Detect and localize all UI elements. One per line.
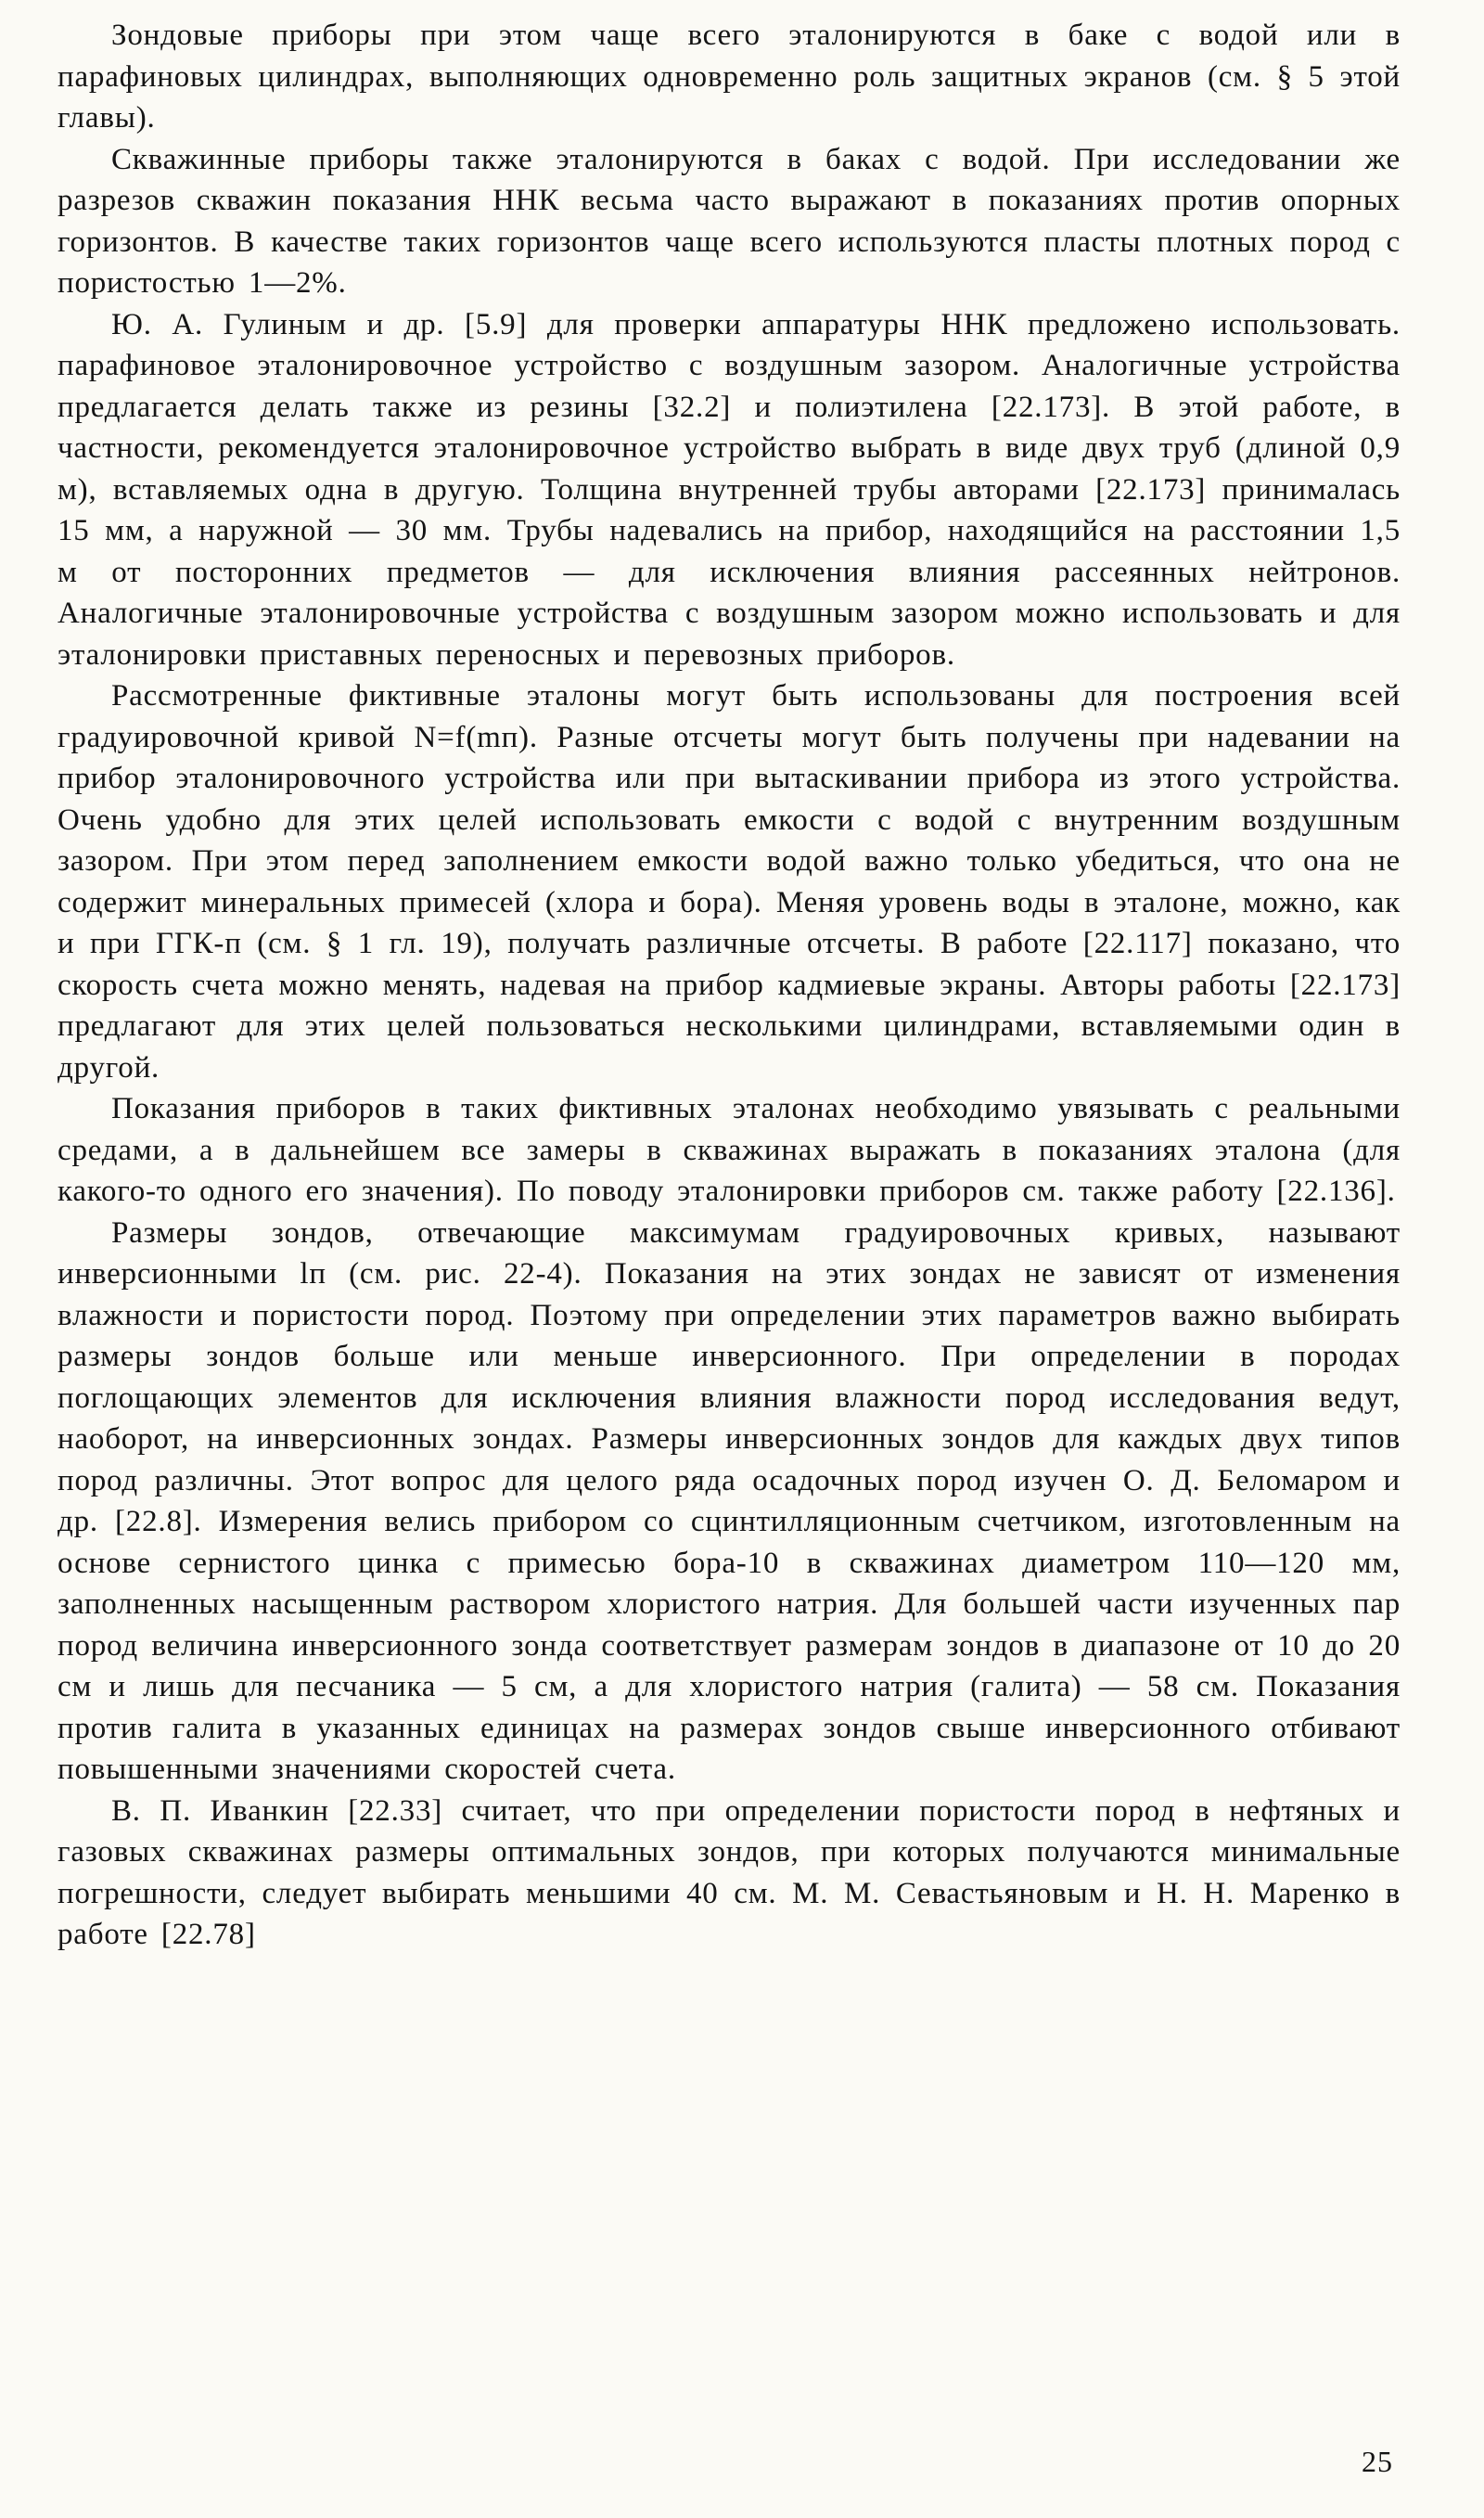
page-number: 25 [1362, 2445, 1393, 2478]
paragraph: Зондовые приборы при этом чаще всего эталонируются в баке с водой или в парафиновых цилиндрах, выполняющих одновременно роль защитных экранов (см. § 5 этой главы). [58, 19, 1401, 135]
paragraph: Показания приборов в таких фиктивных эталонах необходимо увязывать с реальными средами, а в дальнейшем все замеры в скважинах выражать в показаниях эталона (для какого-то одного его значения). По поводу эталонировки приборов см. также работу [22.136]. [58, 1092, 1401, 1208]
paragraph: В. П. Иванкин [22.33] считает, что при определении пористости пород в нефтяных и газовых скважинах размеры оптимальных зондов, при которых получаются минимальные погрешности, следует выбирать меньшими 40 см. М. М. Севастьяновым и Н. Н. Маренко в работе [22.78] [58, 1793, 1401, 1951]
paragraph: Рассмотренные фиктивные эталоны могут быть использованы для построения всей градуировочной кривой N=f(mп). Разные отсчеты могут быть получены при надевании на прибор эталонировочного устройства или при вытаскивании прибора из этого устройства. Очень удобно для этих целей использовать емкости с водой с внутренним воздушным зазором. При этом перед заполнением емкости водой важно только убедиться, что она не содержит минеральных примесей (хлора и бора). Меняя уровень воды в эталоне, можно, как и при ГГК-п (см. § 1 гл. 19), получать различные отсчеты. В работе [22.117] показано, что скорость счета можно менять, надевая на прибор кадмиевые экраны. Авторы работы [22.173] предлагают для этих целей пользоваться несколькими цилиндрами, вставляемыми один в другой. [58, 679, 1401, 1085]
paragraph: Ю. А. Гулиным и др. [5.9] для проверки аппаратуры ННК предложено использовать. парафиновое эталонировочное устройство с воздушным зазором. Аналогичные устройства предлагается делать также из резины [32.2] и полиэтилена [22.173]. В этой работе, в частности, рекомендуется эталонировочное устройство выбрать в виде двух труб (длиной 0,9 м), вставляемых одна в другую. Толщина внутренней трубы авторами [22.173] принималась 15 мм, а наружной — 30 мм. Трубы надевались на прибор, находящийся на расстоянии 1,5 м от посторонних предметов — для исключения влияния рассеянных нейтронов. Аналогичные эталонировочные устройства с воздушным зазором можно использовать и для эталонировки приставных переносных и перевозных приборов. [58, 307, 1401, 672]
paragraph: Скважинные приборы также эталонируются в баках с водой. При исследовании же разрезов скважин показания ННК весьма часто выражают в показаниях против опорных горизонтов. В качестве таких горизонтов чаще всего используются пласты плотных пород с пористостью 1—2%. [58, 142, 1401, 300]
paragraph: Размеры зондов, отвечающие максимумам градуировочных кривых, называют инверсионными lп (см. рис. 22-4). Показания на этих зондах не зависят от изменения влажности и пористости пород. Поэтому при определении этих параметров важно выбирать размеры зондов больше или меньше инверсионного. При определении в породах поглощающих элементов для исключения влияния влажности пород исследования ведут, наоборот, на инверсионных зондах. Размеры инверсионных зондов для каждых двух типов пород различны. Этот вопрос для целого ряда осадочных пород изучен О. Д. Беломаром и др. [22.8]. Измерения велись прибором со сцинтилляционным счетчиком, изготовленным на основе сернистого цинка с примесью бора-10 в скважинах диаметром 110—120 мм, заполненных насыщенным раствором хлористого натрия. Для большей части изученных пар пород величина инверсионного зонда соответствует размерам зондов в диапазоне от 10 до 20 см и лишь для песчаника — 5 см, а для хлористого натрия (галита) — 58 см. Показания против галита в указанных единицах на размерах зондов свыше инверсионного отбивают повышенными значениями скоростей счета. [58, 1215, 1401, 1786]
